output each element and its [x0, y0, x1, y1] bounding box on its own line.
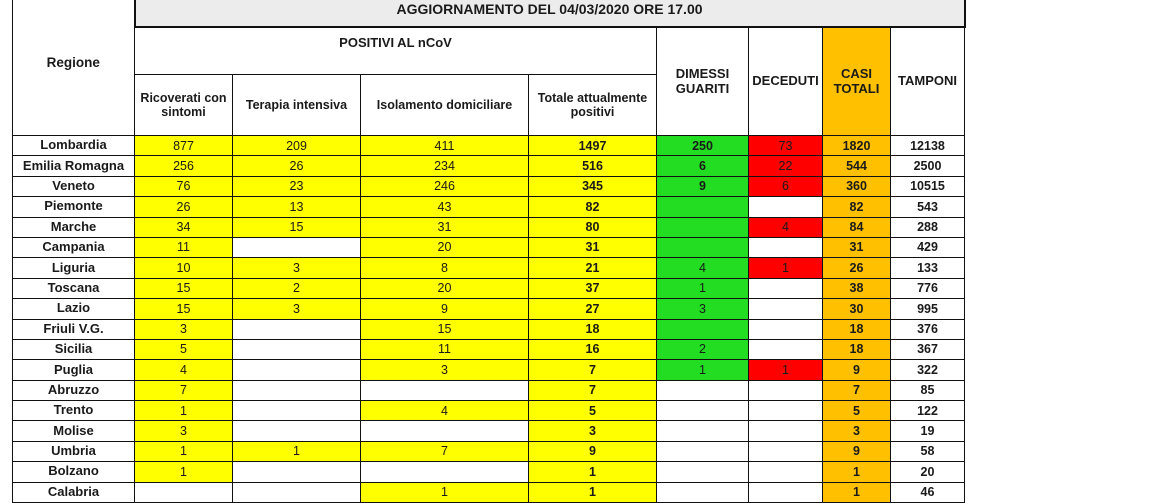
terapia-cell: 15	[233, 217, 361, 237]
deceduti-cell	[749, 339, 823, 359]
isolamento-cell: 411	[361, 136, 529, 156]
tamponi-cell: 122	[891, 401, 965, 421]
region-name-cell: Piemonte	[13, 197, 135, 217]
totale-cell: 16	[529, 339, 657, 359]
region-name-cell: Calabria	[13, 482, 135, 502]
casi-cell: 31	[823, 237, 891, 257]
dimessi-cell	[657, 421, 749, 441]
ricoverati-cell: 10	[135, 258, 233, 278]
casi-cell: 26	[823, 258, 891, 278]
tamponi-cell: 367	[891, 339, 965, 359]
isolamento-cell: 234	[361, 156, 529, 176]
isolamento-cell: 246	[361, 176, 529, 196]
casi-cell: 1820	[823, 136, 891, 156]
dimessi-cell	[657, 237, 749, 257]
ricoverati-cell: 15	[135, 299, 233, 319]
totale-cell: 7	[529, 380, 657, 400]
terapia-cell: 3	[233, 299, 361, 319]
ricoverati-header: Ricoverati con sintomi	[135, 75, 233, 136]
tamponi-cell: 12138	[891, 136, 965, 156]
deceduti-cell: 1	[749, 360, 823, 380]
table-row	[13, 156, 965, 176]
region-name-cell: Campania	[13, 237, 135, 257]
table-row	[13, 441, 965, 461]
casi-header: CASI TOTALI	[823, 27, 891, 136]
positivi-header: POSITIVI AL nCoV	[135, 27, 657, 75]
deceduti-cell: 1	[749, 258, 823, 278]
region-name-cell: Abruzzo	[13, 380, 135, 400]
region-name-cell: Trento	[13, 401, 135, 421]
casi-cell: 18	[823, 339, 891, 359]
report-title: AGGIORNAMENTO DEL 04/03/2020 ORE 17.00	[135, 0, 965, 27]
dimessi-cell	[657, 319, 749, 339]
casi-cell: 544	[823, 156, 891, 176]
totale-cell: 7	[529, 360, 657, 380]
dimessi-cell	[657, 197, 749, 217]
ricoverati-cell: 3	[135, 319, 233, 339]
table-row	[13, 217, 965, 237]
table-row	[13, 482, 965, 502]
totale-cell: 1	[529, 462, 657, 482]
tamponi-cell: 776	[891, 278, 965, 298]
deceduti-cell	[749, 482, 823, 502]
region-name-cell: Umbria	[13, 441, 135, 461]
casi-cell: 7	[823, 380, 891, 400]
tamponi-cell: 20	[891, 462, 965, 482]
terapia-cell: 1	[233, 441, 361, 461]
region-name-cell: Toscana	[13, 278, 135, 298]
isolamento-cell: 8	[361, 258, 529, 278]
region-name-cell: Veneto	[13, 176, 135, 196]
region-name-cell: Molise	[13, 421, 135, 441]
region-name-cell: Puglia	[13, 360, 135, 380]
table-row	[13, 299, 965, 319]
ricoverati-cell: 7	[135, 380, 233, 400]
deceduti-cell	[749, 299, 823, 319]
isolamento-cell: 7	[361, 441, 529, 461]
casi-cell: 1	[823, 482, 891, 502]
isolamento-cell: 4	[361, 401, 529, 421]
ricoverati-cell: 256	[135, 156, 233, 176]
terapia-cell	[233, 360, 361, 380]
table-row	[13, 258, 965, 278]
dimessi-cell	[657, 482, 749, 502]
totale-cell: 27	[529, 299, 657, 319]
terapia-cell	[233, 380, 361, 400]
isolamento-cell: 11	[361, 339, 529, 359]
table-row	[13, 319, 965, 339]
dimessi-cell: 6	[657, 156, 749, 176]
terapia-cell: 2	[233, 278, 361, 298]
casi-cell: 5	[823, 401, 891, 421]
isolamento-cell: 1	[361, 482, 529, 502]
casi-cell: 360	[823, 176, 891, 196]
deceduti-cell	[749, 401, 823, 421]
casi-cell: 1	[823, 462, 891, 482]
totale-cell: 5	[529, 401, 657, 421]
deceduti-cell: 73	[749, 136, 823, 156]
totale-cell: 3	[529, 421, 657, 441]
casi-cell: 9	[823, 360, 891, 380]
terapia-cell	[233, 421, 361, 441]
tamponi-cell: 429	[891, 237, 965, 257]
regional-cases-table	[12, 0, 966, 503]
dimessi-cell	[657, 401, 749, 421]
casi-cell: 9	[823, 441, 891, 461]
terapia-cell	[233, 401, 361, 421]
terapia-cell: 26	[233, 156, 361, 176]
tamponi-cell: 19	[891, 421, 965, 441]
table-row	[13, 197, 965, 217]
dimessi-cell	[657, 462, 749, 482]
terapia-cell: 23	[233, 176, 361, 196]
dimessi-cell	[657, 380, 749, 400]
table-row	[13, 278, 965, 298]
isolamento-header: Isolamento domiciliare	[361, 75, 529, 136]
tamponi-cell: 85	[891, 380, 965, 400]
ricoverati-cell	[135, 482, 233, 502]
casi-cell: 3	[823, 421, 891, 441]
ricoverati-cell: 3	[135, 421, 233, 441]
table-row	[13, 421, 965, 441]
totale-cell: 1497	[529, 136, 657, 156]
region-name-cell: Emilia Romagna	[13, 156, 135, 176]
totale-cell: 82	[529, 197, 657, 217]
isolamento-cell	[361, 421, 529, 441]
casi-cell: 30	[823, 299, 891, 319]
tamponi-cell: 995	[891, 299, 965, 319]
deceduti-cell	[749, 462, 823, 482]
totale-cell: 18	[529, 319, 657, 339]
totale-cell: 80	[529, 217, 657, 237]
deceduti-cell	[749, 237, 823, 257]
table-row	[13, 462, 965, 482]
deceduti-cell	[749, 197, 823, 217]
ricoverati-cell: 1	[135, 441, 233, 461]
dimessi-cell: 1	[657, 360, 749, 380]
table-row	[13, 176, 965, 196]
deceduti-cell	[749, 319, 823, 339]
totale-cell: 31	[529, 237, 657, 257]
region-name-cell: Bolzano	[13, 462, 135, 482]
dimessi-cell: 2	[657, 339, 749, 359]
table-row	[13, 339, 965, 359]
tamponi-cell: 10515	[891, 176, 965, 196]
totale-cell: 21	[529, 258, 657, 278]
ricoverati-cell: 1	[135, 462, 233, 482]
deceduti-cell: 22	[749, 156, 823, 176]
ricoverati-cell: 877	[135, 136, 233, 156]
casi-cell: 84	[823, 217, 891, 237]
ricoverati-cell: 5	[135, 339, 233, 359]
region-name-cell: Friuli V.G.	[13, 319, 135, 339]
ricoverati-cell: 1	[135, 401, 233, 421]
tamponi-cell: 2500	[891, 156, 965, 176]
isolamento-cell: 20	[361, 278, 529, 298]
dimessi-cell	[657, 217, 749, 237]
deceduti-cell	[749, 380, 823, 400]
region-name-cell: Lombardia	[13, 136, 135, 156]
region-name-cell: Sicilia	[13, 339, 135, 359]
ricoverati-cell: 76	[135, 176, 233, 196]
dimessi-cell: 250	[657, 136, 749, 156]
regione-header: Regione	[13, 0, 135, 136]
deceduti-cell	[749, 278, 823, 298]
region-name-cell: Lazio	[13, 299, 135, 319]
ricoverati-cell: 11	[135, 237, 233, 257]
table-row	[13, 136, 965, 156]
terapia-cell	[233, 237, 361, 257]
tamponi-cell: 46	[891, 482, 965, 502]
table-row	[13, 380, 965, 400]
dimessi-cell	[657, 441, 749, 461]
totale-cell: 516	[529, 156, 657, 176]
dimessi-cell: 3	[657, 299, 749, 319]
tamponi-cell: 133	[891, 258, 965, 278]
isolamento-cell: 9	[361, 299, 529, 319]
deceduti-cell	[749, 441, 823, 461]
terapia-cell: 209	[233, 136, 361, 156]
deceduti-cell: 6	[749, 176, 823, 196]
totale-cell: 345	[529, 176, 657, 196]
terapia-cell: 13	[233, 197, 361, 217]
totale-cell: 9	[529, 441, 657, 461]
terapia-cell	[233, 462, 361, 482]
terapia-header: Terapia intensiva	[233, 75, 361, 136]
deceduti-header: DECEDUTI	[749, 27, 823, 136]
isolamento-cell: 3	[361, 360, 529, 380]
terapia-cell	[233, 319, 361, 339]
region-name-cell: Marche	[13, 217, 135, 237]
isolamento-cell: 43	[361, 197, 529, 217]
tamponi-cell: 376	[891, 319, 965, 339]
dimessi-header: DIMESSI GUARITI	[657, 27, 749, 136]
isolamento-cell	[361, 380, 529, 400]
tamponi-cell: 288	[891, 217, 965, 237]
region-name-cell: Liguria	[13, 258, 135, 278]
casi-cell: 18	[823, 319, 891, 339]
isolamento-cell: 15	[361, 319, 529, 339]
totale-cell: 1	[529, 482, 657, 502]
tamponi-cell: 58	[891, 441, 965, 461]
dimessi-cell: 9	[657, 176, 749, 196]
totale-header: Totale attualmente positivi	[529, 75, 657, 136]
ricoverati-cell: 4	[135, 360, 233, 380]
tamponi-cell: 543	[891, 197, 965, 217]
table-row	[13, 237, 965, 257]
isolamento-cell: 31	[361, 217, 529, 237]
casi-cell: 38	[823, 278, 891, 298]
dimessi-cell: 4	[657, 258, 749, 278]
table-row	[13, 401, 965, 421]
totale-cell: 37	[529, 278, 657, 298]
tamponi-cell: 322	[891, 360, 965, 380]
table-row	[13, 360, 965, 380]
isolamento-cell: 20	[361, 237, 529, 257]
dimessi-cell: 1	[657, 278, 749, 298]
ricoverati-cell: 34	[135, 217, 233, 237]
tamponi-header: TAMPONI	[891, 27, 965, 136]
terapia-cell	[233, 482, 361, 502]
ricoverati-cell: 15	[135, 278, 233, 298]
casi-cell: 82	[823, 197, 891, 217]
isolamento-cell	[361, 462, 529, 482]
terapia-cell	[233, 339, 361, 359]
terapia-cell: 3	[233, 258, 361, 278]
deceduti-cell: 4	[749, 217, 823, 237]
ricoverati-cell: 26	[135, 197, 233, 217]
deceduti-cell	[749, 421, 823, 441]
